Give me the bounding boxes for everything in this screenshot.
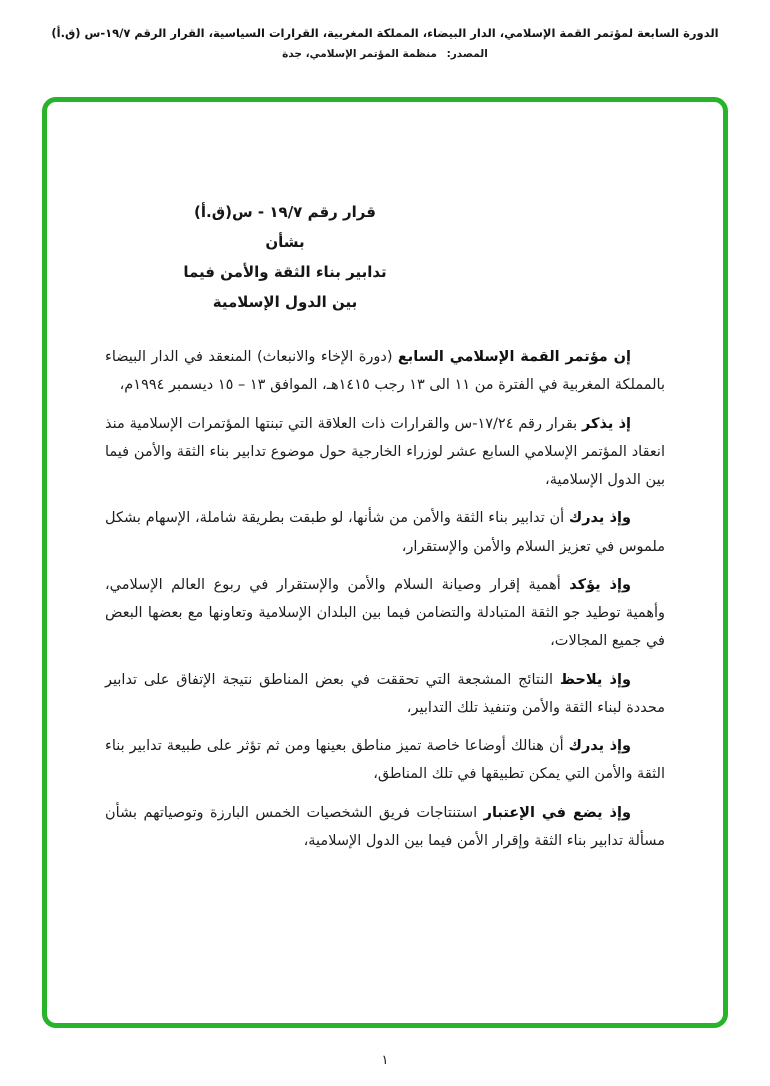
paragraph-lead: وإذ يؤكد bbox=[569, 576, 631, 593]
source-label: المصدر: bbox=[446, 48, 488, 60]
paragraph-text: بقرار رقم ١٧/٢٤-س والقرارات ذات العلاقة التي تبنتها المؤتمرات الإسلامية منذ انعقاد المؤتمر الإسلامي السابع عشر لوزراء الخارجية حول موضوع تدابير بناء الثقة والأمن فيما بين الدول الإسلامية، bbox=[105, 415, 665, 489]
paragraph-lead: إذ يذكر bbox=[582, 415, 631, 432]
paragraph-text: (دورة الإخاء والانبعاث) المنعقد في الدار البيضاء بالمملكة المغربية في الفترة من ١١ الى ١٣ رجب ١٤١٥هـ، الموافق ١٣ – ١٥ ديسمبر ١٩٩٤م، bbox=[105, 349, 665, 394]
title-line-concerning: بشأن bbox=[265, 233, 305, 251]
paragraph-affirming bbox=[105, 571, 665, 656]
paragraph-lead: وإذ يضع في الإعتبار bbox=[483, 804, 631, 821]
document-header bbox=[0, 26, 770, 60]
page-number: ١ bbox=[381, 1053, 389, 1068]
paragraph-text: أن هنالك أوضاعا خاصة تميز مناطق بعينها ومن ثم تؤثر على طبيعة تدابير بناء الثقة والأمن التي يمكن تطبيقها في تلك المناطق، bbox=[105, 738, 665, 783]
paragraph-considering bbox=[105, 799, 665, 856]
paragraph-lead: وإذ يلاحظ bbox=[559, 671, 631, 688]
paragraph-lead: وإذ يدرك bbox=[568, 510, 631, 527]
resolution-title bbox=[5, 197, 565, 317]
paragraph-text: أن تدابير بناء الثقة والأمن من شأنها، لو طبقت بطريقة شاملة، الإسهام بشكل ملموس في تعزيز السلام والأمن والإستقرار، bbox=[105, 510, 665, 555]
title-line-subject-2: بين الدول الإسلامية bbox=[212, 293, 358, 311]
paragraph-lead: إن مؤتمر القمة الإسلامي السابع bbox=[397, 349, 631, 365]
title-line-subject-1: تدابير بناء الثقة والأمن فيما bbox=[183, 263, 387, 281]
paragraph-noting bbox=[105, 666, 665, 723]
header-title: الدورة السابعة لمؤتمر القمة الإسلامي، الدار البيضاء، المملكة المغربية، القرارات السياسية، القرار الرقم ١٩/٧-س (ق.أ) bbox=[51, 26, 719, 40]
header-source bbox=[0, 48, 770, 60]
paragraph-text: النتائج المشجعة التي تحققت في بعض المناطق نتيجة الإتفاق على تدابير محددة لبناء الثقة والأمن وتنفيذ تلك التدابير، bbox=[105, 671, 665, 716]
paragraph-list bbox=[105, 343, 665, 855]
paragraph-recalling bbox=[105, 410, 665, 495]
paragraph-lead: وإذ يدرك bbox=[568, 738, 632, 755]
paragraph-preamble bbox=[105, 343, 665, 400]
paragraph-aware bbox=[105, 504, 665, 561]
title-line-number: قرار رقم ١٩/٧ - س(ق.أ) bbox=[194, 203, 376, 221]
paragraph-realizing bbox=[105, 732, 665, 789]
document-body bbox=[47, 102, 723, 855]
green-frame bbox=[42, 97, 728, 1028]
paragraph-text: أهمية إقرار وصيانة السلام والأمن والإستقرار في ربوع العالم الإسلامي، وأهمية توطيد جو الثقة المتبادلة والتضامن فيما بين البلدان الإسلامية وتعاونها مع بعضها البعض في جميع المجالات، bbox=[105, 576, 665, 650]
paragraph-text: استنتاجات فريق الشخصيات الخمس البارزة وتوصياتهم بشأن مسألة تدابير بناء الثقة وإقرار الأمن فيما بين الدول الإسلامية، bbox=[105, 804, 665, 849]
source-value: منظمة المؤتمر الإسلامي، جدة bbox=[282, 48, 437, 60]
